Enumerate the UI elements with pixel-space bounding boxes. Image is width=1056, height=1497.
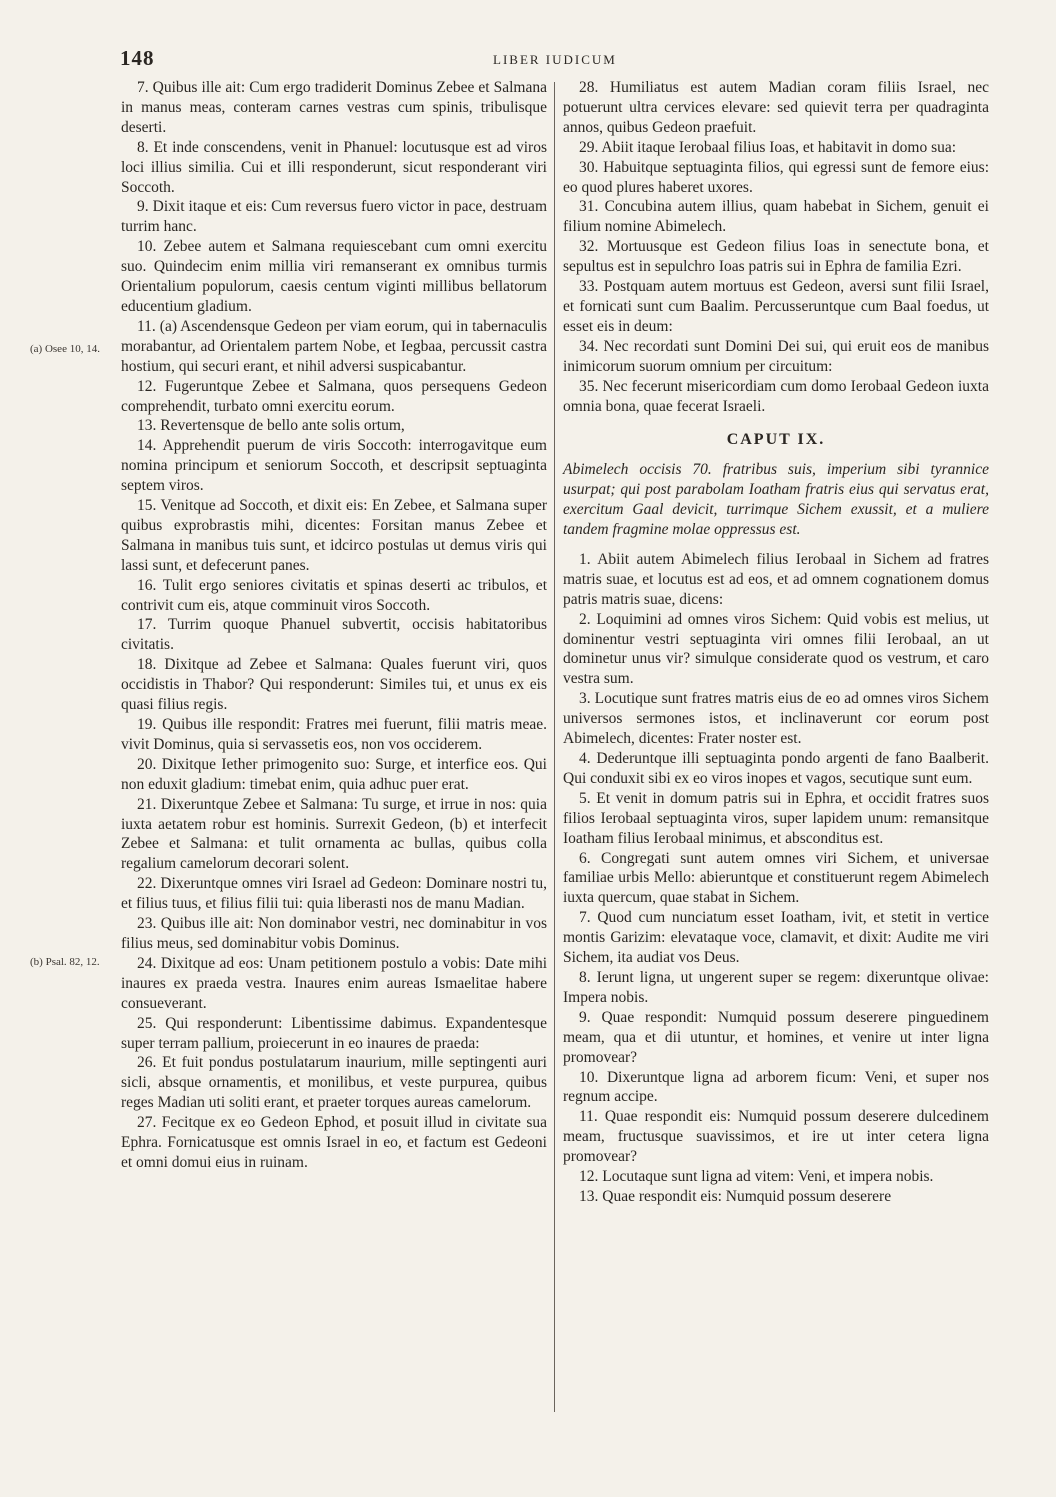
verse: 13. Quae respondit eis: Numquid possum deserere [579, 1187, 892, 1205]
verse: 30. Habuitque septuaginta filios, qui egressi sunt de femore eius: eo quod plures haberet uxores. [563, 158, 989, 196]
column-divider [554, 82, 555, 1412]
verse: 17. Turrim quoque Phanuel subvertit, occisis habitatoribus civitatis. [121, 616, 547, 654]
verse: 10. Zebee autem et Salmana requiescebant cum omni exercitu suo. Quindecim enim millia viri remanserant ex omnibus turmis Orientalium populorum, caesis centum viginti millibus bellatorum educentium gladium. [121, 238, 547, 315]
running-head: LIBER IUDICUM [493, 52, 617, 67]
verse: 29. Abiit itaque Ierobaal filius Ioas, et habitavit in domo sua: [579, 138, 957, 156]
verse: 6. Congregati sunt autem omnes viri Sichem, et universae familiae urbis Mello: abieruntque et constituerunt regem Abimelech iuxta quercum, quae stabat in Sichem. [563, 849, 989, 907]
chapter-summary: Abimelech occisis 70. fratribus suis, imperium sibi tyrannice usurpat; qui post parabolam Ioatham fratris eius qui servatus erat, exercitum Gaal devicit, turrimque Sichem exussit, et a muliere tandem fragmine molae oppressus est. [563, 461, 989, 539]
verse: 8. Et inde conscendens, venit in Phanuel: locutusque est ad viros loci illius similia. Cui et illi responderunt, sicut responderant viri Soccoth. [121, 138, 547, 196]
verse: 25. Qui responderunt: Libentissime dabimus. Expandentesque super terram pallium, proiecerunt in eo inaures de praeda: [121, 1014, 547, 1052]
verse: 32. Mortuusque est Gedeon filius Ioas in senectute bona, et sepultus est in sepulchro Ioas patris sui in Ephra de familia Ezri. [563, 238, 989, 276]
verse: 11. (a) Ascendensque Gedeon per viam eorum, qui in tabernaculis morabantur, ad Orientalem partem Nobe, et Iegbaa, percussit castra hostium, qui securi erant, et nihil adversi suspicabantur. [121, 317, 547, 375]
verse: 3. Locutique sunt fratres matris eius de eo ad omnes viros Sichem universos sermones istos, et inclinaverunt cor eorum post Abimelech, dicentes: Frater noster est. [563, 690, 989, 748]
margin-note-a: (a) Osee 10, 14. [30, 343, 100, 355]
verse: 31. Concubina autem illius, quam habebat in Sichem, genuit ei filium nomine Abimelech. [563, 198, 989, 236]
right-column-verses-after [563, 550, 989, 1207]
verse: 9. Quae respondit: Numquid possum deserere pinguedinem meam, qua et dii utuntur, et homines, et venire ut inter ligna promovear? [563, 1008, 989, 1066]
verse: 24. Dixitque ad eos: Unam petitionem postulo a vobis: Date mihi inaures ex praeda vestra. Inaures enim aureas Ismaelitae habere consueverant. [121, 954, 547, 1012]
verse: 19. Quibus ille respondit: Fratres mei fuerunt, filii matris meae. vivit Dominus, quia si servassetis eos, non vos occiderem. [121, 716, 547, 753]
verse: 7. Quibus ille ait: Cum ergo tradiderit Dominus Zebee et Salmana in manus meas, conteram carnes vestras cum spinis, tribulisque deserti. [121, 79, 547, 136]
verse: 4. Dederuntque illi septuaginta pondo argenti de fano Baalberit. Qui conduxit sibi ex eo viros inopes et vagos, secutique sunt eum. [563, 750, 989, 787]
verse: 14. Apprehendit puerum de viris Soccoth: interrogavitque eum nomina principum et seniorum Soccoth, et descripsit septuaginta septem viros. [121, 437, 547, 495]
verse: 9. Dixit itaque et eis: Cum reversus fuero victor in pace, destruam turrim hanc. [121, 198, 547, 236]
verse: 23. Quibus ille ait: Non dominabor vestri, nec dominabitur in vos filius meus, sed dominabitur vobis Dominus. [121, 915, 547, 952]
verse: 10. Dixeruntque ligna ad arborem ficum: Veni, et super nos regnum accipe. [563, 1068, 989, 1106]
verse: 20. Dixitque Iether primogenito suo: Surge, et interfice eos. Qui non eduxit gladium: timebat enim, quia adhuc puer erat. [121, 755, 547, 793]
verse: 35. Nec fecerunt misericordiam cum domo Ierobaal Gedeon iuxta omnia bona, quae fecerat Israeli. [563, 377, 989, 415]
verse: 16. Tulit ergo seniores civitatis et spinas deserti ac tribulos, et contrivit cum eis, atque comminuit viros Soccoth. [121, 576, 547, 614]
verse: 5. Et venit in domum patris sui in Ephra, et occidit fratres suos filios Ierobaal septuaginta viros, super lapidem unum: remansitque Ioatham filius Ierobaal minimus, et absconditus est. [563, 789, 989, 847]
verse: 27. Fecitque ex eo Gedeon Ephod, et posuit illud in civitate sua Ephra. Fornicatusque est omnis Israel in eo, et factum est Gedeoni et omni domui eius in ruinam. [121, 1114, 547, 1171]
left-column [121, 78, 547, 1173]
verse: 12. Locutaque sunt ligna ad vitem: Veni, et impera nobis. [579, 1168, 934, 1186]
verse: 8. Ierunt ligna, ut ungerent super se regem: dixeruntque olivae: Impera nobis. [563, 968, 989, 1006]
right-column-verses-before [563, 78, 989, 416]
verse: 34. Nec recordati sunt Domini Dei sui, qui eruit eos de manibus inimicorum suorum omnium per circuitum: [563, 337, 989, 375]
chapter-heading: CAPUT IX. [726, 431, 826, 449]
verse: 12. Fugeruntque Zebee et Salmana, quos persequens Gedeon comprehendit, turbato omni exercitu eorum. [121, 377, 547, 415]
page-number: 148 [120, 46, 155, 70]
verse: 21. Dixeruntque Zebee et Salmana: Tu surge, et irrue in nos: quia iuxta aetatem robur est hominis. Surrexit Gedeon, (b) et interfecit Zebee et Salmana: et tulit ornamenta ac bullas, quibus colla regalium camelorum decorari solent. [121, 795, 547, 873]
margin-note-b: (b) Psal. 82, 12. [30, 956, 100, 968]
verse: 28. Humiliatus est autem Madian coram filiis Israel, nec potuerunt ultra cervices elevare: sed quievit terra per quadraginta annos, quibus Gedeon praefuit. [563, 79, 989, 136]
verse: 26. Et fuit pondus postulatarum inaurium, mille septingenti auri sicli, absque ornamentis, et monilibus, et veste purpurea, quibus reges Madian uti soliti erant, et praeter torques aureas camelorum. [121, 1054, 547, 1112]
verse: 2. Loquimini ad omnes viros Sichem: Quid vobis est melius, ut dominentur vestri septuaginta viri omnes filii Ierobaal, an ut dominetur unus vir? simulque considerate quod os vestrum, et caro vestra sum. [563, 610, 989, 688]
right-column [563, 78, 989, 1207]
verse: 22. Dixeruntque omnes viri Israel ad Gedeon: Dominare nostri tu, et filius tuus, et filius filii tui: quia liberasti nos de manu Madian. [121, 875, 547, 913]
verse: 11. Quae respondit eis: Numquid possum deserere dulcedinem meam, fructusque suavissimos, et ire ut inter cetera ligna promovear? [563, 1108, 989, 1166]
verse: 18. Dixitque ad Zebee et Salmana: Quales fuerunt viri, quos occidistis in Thabor? Qui responderunt: Similes tui, et unus ex eis quasi filius regis. [121, 656, 547, 714]
verse: 33. Postquam autem mortuus est Gedeon, aversi sunt filii Israel, et fornicati sunt cum Baalim. Percusseruntque cum Baal foedus, ut esset eis in deum: [563, 278, 989, 335]
verse: 13. Revertensque de bello ante solis ortum, [137, 417, 405, 435]
verse: 1. Abiit autem Abimelech filius Ierobaal in Sichem ad fratres matris suae, et locutus est ad eos, et ad omnem cognationem domus patris matris suae, dicens: [563, 550, 989, 608]
verse: 7. Quod cum nunciatum esset Ioatham, ivit, et stetit in vertice montis Garizim: elevataque voce, clamavit, et dixit: Audite me viri Sichem, ita audiat vos Deus. [563, 909, 989, 967]
verse: 15. Venitque ad Soccoth, et dixit eis: En Zebee, et Salmana super quibus exprobrastis mihi, dicentes: Forsitan manus Zebee et Salmana in manibus tuis sunt, et idcirco postulas ut demus viris qui lassi sunt, et defecerunt panes. [121, 497, 547, 574]
